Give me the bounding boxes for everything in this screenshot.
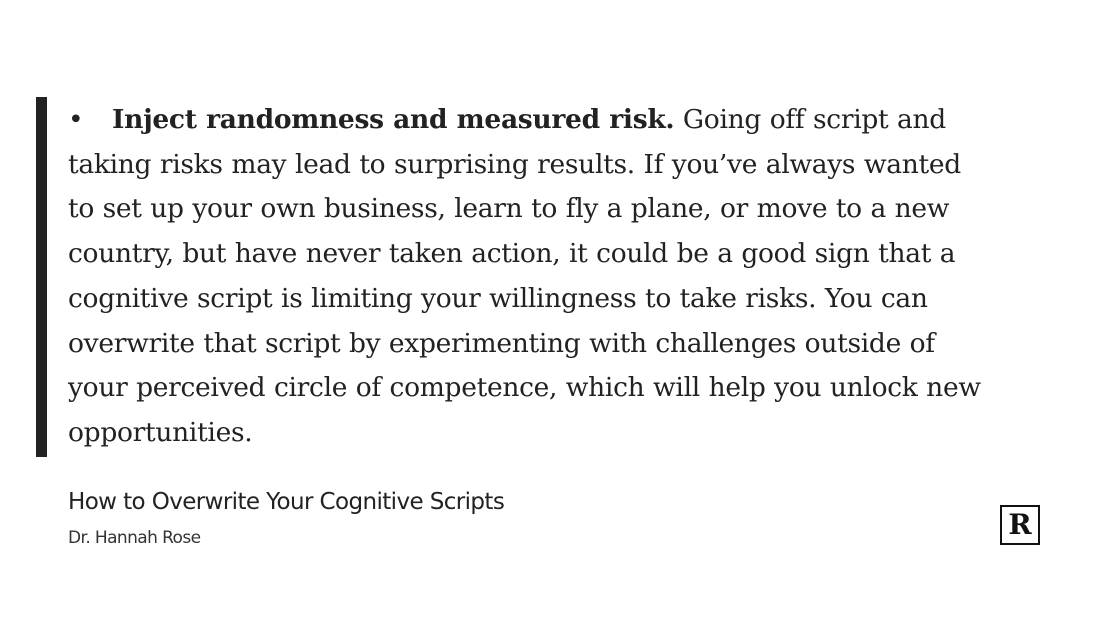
book-title: How to Overwrite Your Cognitive Scripts <box>68 489 505 515</box>
highlight-quote <box>68 98 993 456</box>
quote-bar <box>36 97 47 457</box>
brand-logo-icon <box>1000 505 1040 545</box>
bullet-point: • <box>68 104 84 135</box>
highlight-text: Going off script and taking risks may lead to surprising results. If you’ve always wanted to set up your own business, learn to fly a plane, or move to a new country, but have never taken action, it could be a good sign that a cognitive script is limiting your willingness to take risks. You can overwrite that script by experimenting with challenges outside of your perceived circle of competence, which will help you unlock new opportunities. <box>68 104 981 448</box>
book-author: Dr. Hannah Rose <box>68 528 201 548</box>
highlight-lead: Inject randomness and measured risk. <box>112 104 675 135</box>
logo-letter: R <box>1008 508 1032 541</box>
